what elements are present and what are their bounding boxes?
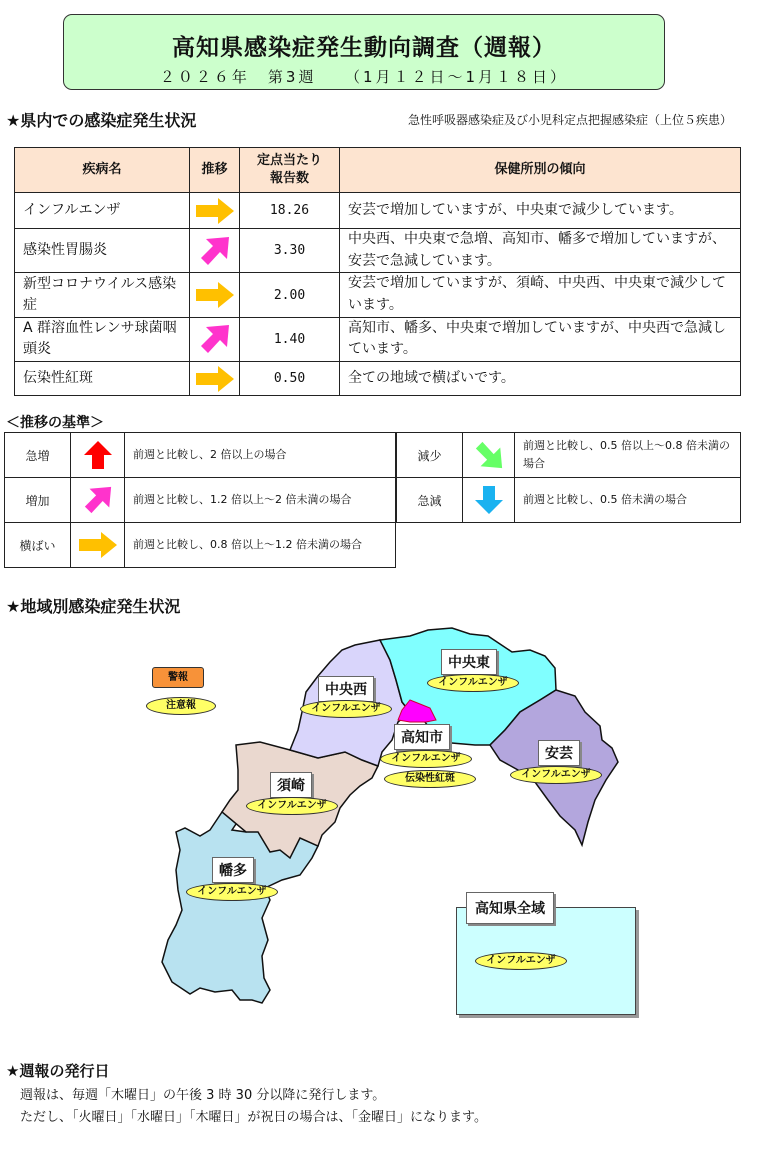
footer-line-2: ただし、「火曜日」「水曜日」「木曜日」が祝日の場合は、「金曜日」になります。: [20, 1110, 487, 1125]
header-trend: 推移: [190, 148, 240, 193]
region-label-aki: 安芸: [538, 740, 580, 766]
disease-name: 新型コロナウイルス感染症: [15, 273, 190, 317]
regional-trend: 高知市、幡多、中央東で増加していますが、中央西で急減しています。: [340, 317, 741, 361]
header-regional: 保健所別の傾向: [340, 148, 741, 193]
advisory-pill: インフルエンザ: [380, 750, 472, 768]
rate-value: 18.26: [240, 193, 340, 229]
legend-name: 急減: [397, 478, 463, 523]
section-heading-prefecture: ★県内での感染症発生状況: [6, 111, 197, 130]
report-title: 高知県感染症発生動向調査（週報）: [172, 35, 556, 61]
section-heading-regional: ★地域別感染症発生状況: [6, 597, 181, 616]
map-legend-warning: 警報: [152, 667, 204, 688]
rate-value: 3.30: [240, 229, 340, 273]
region-label-hata: 幡多: [212, 857, 254, 883]
region-label-chuo-higashi: 中央東: [441, 649, 497, 675]
disease-name: インフルエンザ: [15, 193, 190, 229]
advisory-pill: インフルエンザ: [246, 797, 338, 815]
legend-description: 前週と比較し、0.5 倍未満の場合: [515, 478, 741, 523]
legend-description: 前週と比較し、0.8 倍以上～1.2 倍未満の場合: [125, 523, 396, 568]
region-label-susaki: 須崎: [270, 772, 312, 798]
regional-trend: 中央西、中央東で急増、高知市、幡多で増加していますが、安芸で急減しています。: [340, 229, 741, 273]
footer-line-1: 週報は、毎週「木曜日」の午後 3 時 30 分以降に発行します。: [20, 1088, 386, 1103]
legend-name: 減少: [397, 433, 463, 478]
legend-description: 前週と比較し、2 倍以上の場合: [125, 433, 396, 478]
footer-heading: ★週報の発行日: [6, 1062, 110, 1080]
advisory-pill: インフルエンザ: [186, 883, 278, 901]
disease-name: A 群溶血性レンサ球菌咽頭炎: [15, 317, 190, 361]
legend-description: 前週と比較し、0.5 倍以上～0.8 倍未満の場合: [515, 433, 741, 478]
regional-trend: 全ての地域で横ばいです。: [340, 362, 741, 396]
regional-trend: 安芸で増加していますが、中央東で減少しています。: [340, 193, 741, 229]
advisory-pill: インフルエンザ: [510, 766, 602, 784]
region-label-prefecture: 高知県全域: [466, 892, 554, 924]
report-period: ２０２６年 第3週 （1月１２日～1月１８日）: [159, 68, 569, 86]
header-rate: 定点当たり 報告数: [240, 148, 340, 193]
region-label-chuo-nishi: 中央西: [318, 676, 374, 702]
advisory-pill: インフルエンザ: [475, 952, 567, 970]
map-legend-advisory: 注意報: [146, 697, 216, 715]
advisory-pill: 伝染性紅斑: [384, 770, 476, 788]
rate-value: 0.50: [240, 362, 340, 396]
legend-title: ＜推移の基準＞: [6, 415, 104, 431]
legend-name: 増加: [5, 478, 71, 523]
legend-name: 横ばい: [5, 523, 71, 568]
advisory-pill: インフルエンザ: [427, 674, 519, 692]
rate-value: 2.00: [240, 273, 340, 317]
legend-description: 前週と比較し、1.2 倍以上～2 倍未満の場合: [125, 478, 396, 523]
legend-name: 急増: [5, 433, 71, 478]
region-label-kochi-city: 高知市: [394, 724, 450, 750]
section-note: 急性呼吸器感染症及び小児科定点把握感染症（上位５疾患）: [407, 113, 732, 127]
header-disease: 疾病名: [15, 148, 190, 193]
rate-value: 1.40: [240, 317, 340, 361]
regional-trend: 安芸で増加していますが、須崎、中央西、中央東で減少しています。: [340, 273, 741, 317]
disease-name: 伝染性紅斑: [15, 362, 190, 396]
disease-name: 感染性胃腸炎: [15, 229, 190, 273]
advisory-pill: インフルエンザ: [300, 700, 392, 718]
